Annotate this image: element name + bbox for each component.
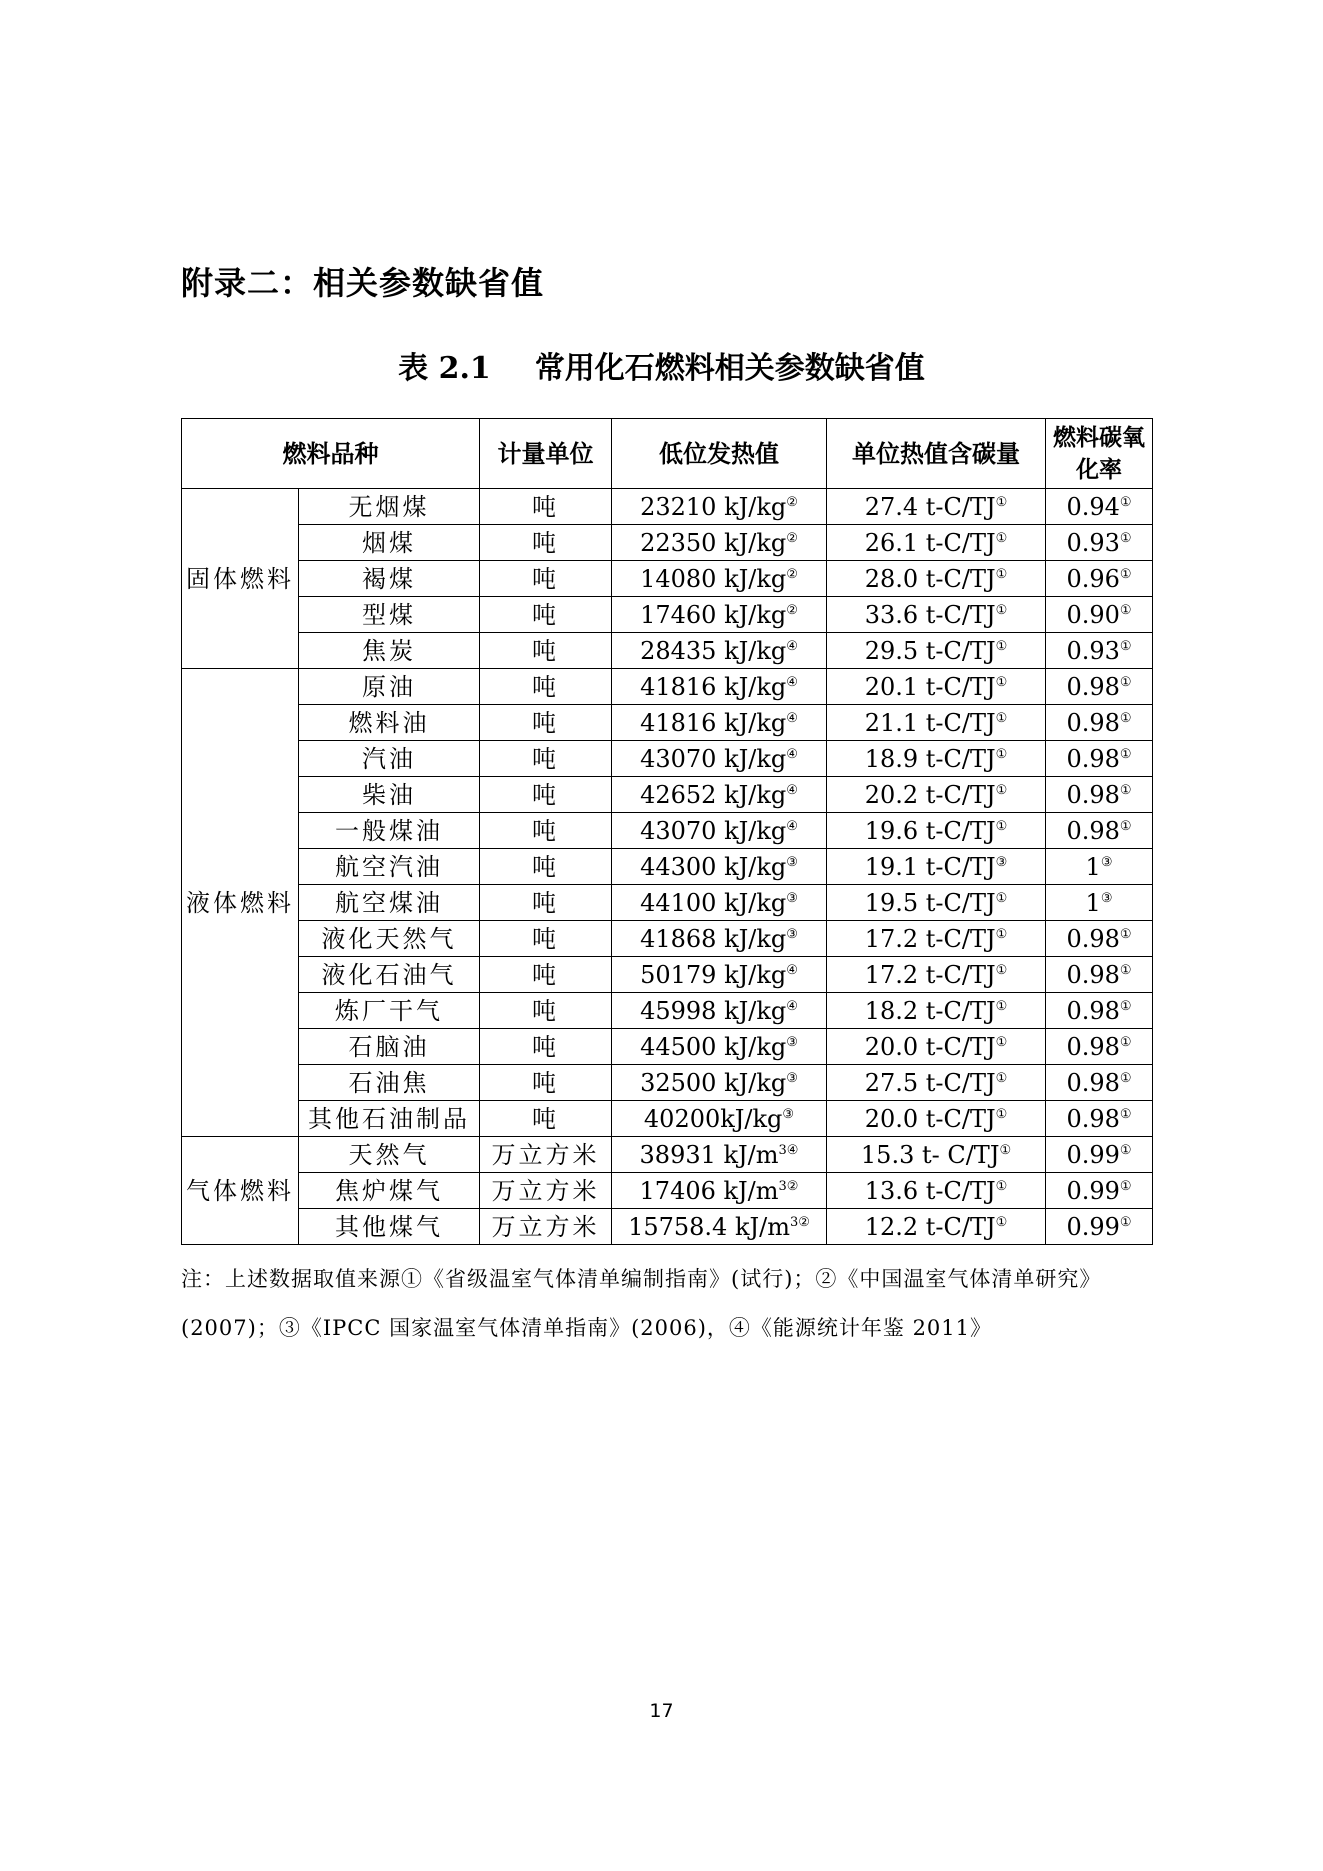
net-calorific-value-ref: ④ — [786, 674, 798, 690]
carbon-content-ref: ① — [995, 926, 1008, 942]
oxidation-rate-value: 0.96 — [1066, 564, 1120, 593]
oxidation-rate-ref: ③ — [1100, 854, 1113, 870]
measurement-unit: 吨 — [480, 1101, 612, 1137]
fuel-name: 其他煤气 — [299, 1209, 480, 1245]
net-calorific-value-value: 45998 kJ/kg — [640, 996, 787, 1025]
oxidation-rate-ref: ① — [1119, 1070, 1132, 1086]
net-calorific-value-value: 17460 kJ/kg — [640, 600, 787, 629]
net-calorific-value-value: 14080 kJ/kg — [640, 564, 787, 593]
oxidation-rate-ref: ① — [1119, 782, 1132, 798]
net-calorific-value-value: 32500 kJ/kg — [640, 1068, 787, 1097]
carbon-content-ref: ① — [995, 782, 1008, 798]
oxidation-rate-ref: ① — [1119, 1214, 1132, 1230]
net-calorific-value-value: 42652 kJ/kg — [640, 780, 787, 809]
oxidation-rate-value: 0.98 — [1066, 1032, 1120, 1061]
oxidation-rate-value: 0.98 — [1066, 924, 1120, 953]
carbon-content-value: 19.5 t-C/TJ — [864, 888, 996, 917]
net-calorific-value — [612, 1137, 827, 1173]
carbon-content-ref: ③ — [995, 854, 1008, 870]
oxidation-rate-ref: ① — [1119, 602, 1132, 618]
carbon-content-ref: ① — [999, 1142, 1012, 1158]
fuel-category: 固体燃料 — [182, 489, 299, 669]
table-row — [182, 1101, 1153, 1137]
table-row — [182, 813, 1153, 849]
measurement-unit: 吨 — [480, 993, 612, 1029]
oxidation-rate-value: 0.94 — [1066, 492, 1120, 521]
net-calorific-value-value: 43070 kJ/kg — [640, 816, 787, 845]
measurement-unit: 吨 — [480, 885, 612, 921]
net-calorific-value — [612, 669, 827, 705]
carbon-content — [827, 669, 1046, 705]
oxidation-rate-ref: ① — [1119, 926, 1132, 942]
net-calorific-value-ref: ③ — [786, 1034, 798, 1050]
net-calorific-value — [612, 957, 827, 993]
fuel-category: 气体燃料 — [182, 1137, 299, 1245]
carbon-content-value: 27.4 t-C/TJ — [864, 492, 996, 521]
net-calorific-value — [612, 525, 827, 561]
carbon-content-value: 15.3 t- C/TJ — [860, 1140, 1000, 1169]
oxidation-rate — [1046, 633, 1153, 669]
carbon-content — [827, 597, 1046, 633]
table-title: 常用化石燃料相关参数缺省值 — [534, 351, 925, 386]
measurement-unit: 吨 — [480, 633, 612, 669]
table-row — [182, 957, 1153, 993]
fuel-name: 航空汽油 — [299, 849, 480, 885]
fuel-name: 石脑油 — [299, 1029, 480, 1065]
oxidation-rate — [1046, 1065, 1153, 1101]
fuel-name: 航空煤油 — [299, 885, 480, 921]
table-row — [182, 1065, 1153, 1101]
oxidation-rate-value: 0.98 — [1066, 1104, 1120, 1133]
carbon-content-value: 20.0 t-C/TJ — [864, 1032, 996, 1061]
oxidation-rate-value: 0.98 — [1066, 1068, 1120, 1097]
fuel-name: 柴油 — [299, 777, 480, 813]
oxidation-rate — [1046, 561, 1153, 597]
net-calorific-value-value: 44100 kJ/kg — [640, 888, 787, 917]
carbon-content — [827, 921, 1046, 957]
net-calorific-value-value: 28435 kJ/kg — [640, 636, 787, 665]
net-calorific-value-ref: 3② — [789, 1214, 810, 1230]
carbon-content-ref: ① — [995, 566, 1008, 582]
oxidation-rate-ref: ① — [1119, 530, 1132, 546]
header-fuel: 燃料品种 — [182, 419, 480, 489]
net-calorific-value — [612, 885, 827, 921]
carbon-content — [827, 1137, 1046, 1173]
table-row — [182, 1209, 1153, 1245]
oxidation-rate — [1046, 993, 1153, 1029]
fuel-name: 一般煤油 — [299, 813, 480, 849]
oxidation-rate-ref: ① — [1119, 746, 1132, 762]
carbon-content-value: 28.0 t-C/TJ — [864, 564, 996, 593]
oxidation-rate-value: 0.93 — [1066, 528, 1120, 557]
oxidation-rate-ref: ③ — [1100, 890, 1113, 906]
fuel-category: 液体燃料 — [182, 669, 299, 1137]
oxidation-rate-ref: ① — [1119, 638, 1132, 654]
carbon-content-value: 33.6 t-C/TJ — [864, 600, 996, 629]
fuel-name: 焦炉煤气 — [299, 1173, 480, 1209]
carbon-content-ref: ① — [995, 998, 1008, 1014]
fuel-name: 原油 — [299, 669, 480, 705]
table-header-row — [182, 419, 1153, 489]
oxidation-rate — [1046, 1029, 1153, 1065]
oxidation-rate — [1046, 813, 1153, 849]
header-ncv: 低位发热值 — [612, 419, 827, 489]
oxidation-rate-value: 0.93 — [1066, 636, 1120, 665]
net-calorific-value-value: 23210 kJ/kg — [640, 492, 787, 521]
net-calorific-value — [612, 1029, 827, 1065]
oxidation-rate — [1046, 741, 1153, 777]
fuel-name: 液化天然气 — [299, 921, 480, 957]
net-calorific-value-ref: ④ — [786, 710, 798, 726]
net-calorific-value-ref: ④ — [786, 782, 798, 798]
appendix-heading: 附录二：相关参数缺省值 — [181, 264, 545, 302]
net-calorific-value — [612, 813, 827, 849]
fuel-name: 天然气 — [299, 1137, 480, 1173]
oxidation-rate-value: 0.98 — [1066, 672, 1120, 701]
carbon-content-value: 20.0 t-C/TJ — [864, 1104, 996, 1133]
header-oxidation-rate: 燃料碳氧化率 — [1046, 419, 1153, 489]
oxidation-rate — [1046, 1101, 1153, 1137]
oxidation-rate-value: 0.98 — [1066, 816, 1120, 845]
net-calorific-value-value: 17406 kJ/m — [639, 1176, 779, 1205]
carbon-content-value: 18.2 t-C/TJ — [864, 996, 996, 1025]
net-calorific-value-value: 44500 kJ/kg — [640, 1032, 787, 1061]
table-row — [182, 1173, 1153, 1209]
fuel-name: 其他石油制品 — [299, 1101, 480, 1137]
table-row — [182, 561, 1153, 597]
measurement-unit: 吨 — [480, 1029, 612, 1065]
measurement-unit: 吨 — [480, 741, 612, 777]
net-calorific-value-ref: ② — [786, 566, 798, 582]
fuel-name: 石油焦 — [299, 1065, 480, 1101]
carbon-content — [827, 705, 1046, 741]
net-calorific-value-ref: ② — [786, 494, 798, 510]
oxidation-rate-ref: ① — [1119, 1178, 1132, 1194]
table-row — [182, 921, 1153, 957]
oxidation-rate-ref: ① — [1119, 566, 1132, 582]
table-caption — [0, 343, 1323, 387]
fuel-name: 无烟煤 — [299, 489, 480, 525]
carbon-content — [827, 777, 1046, 813]
carbon-content-ref: ① — [995, 1214, 1008, 1230]
oxidation-rate — [1046, 1209, 1153, 1245]
fuel-name: 液化石油气 — [299, 957, 480, 993]
carbon-content-ref: ① — [995, 1070, 1008, 1086]
oxidation-rate-value: 1 — [1085, 852, 1101, 881]
measurement-unit: 吨 — [480, 489, 612, 525]
measurement-unit: 吨 — [480, 849, 612, 885]
oxidation-rate-ref: ① — [1119, 962, 1132, 978]
net-calorific-value-ref: ③ — [786, 890, 798, 906]
carbon-content — [827, 813, 1046, 849]
carbon-content — [827, 633, 1046, 669]
carbon-content-value: 20.1 t-C/TJ — [864, 672, 996, 701]
table-row — [182, 525, 1153, 561]
carbon-content — [827, 561, 1046, 597]
carbon-content — [827, 993, 1046, 1029]
carbon-content-ref: ① — [995, 638, 1008, 654]
net-calorific-value — [612, 561, 827, 597]
net-calorific-value-ref: ③ — [786, 1070, 798, 1086]
oxidation-rate — [1046, 849, 1153, 885]
table-row — [182, 705, 1153, 741]
oxidation-rate — [1046, 1137, 1153, 1173]
fuel-name: 烟煤 — [299, 525, 480, 561]
oxidation-rate-value: 0.98 — [1066, 996, 1120, 1025]
carbon-content — [827, 849, 1046, 885]
net-calorific-value — [612, 633, 827, 669]
carbon-content-ref: ① — [995, 1106, 1008, 1122]
net-calorific-value-value: 40200kJ/kg — [643, 1104, 783, 1133]
fuel-name: 炼厂干气 — [299, 993, 480, 1029]
carbon-content — [827, 525, 1046, 561]
net-calorific-value-value: 50179 kJ/kg — [640, 960, 787, 989]
source-note: 注：上述数据取值来源①《省级温室气体清单编制指南》(试行)；②《中国温室气体清单研究》(2007)；③《IPCC 国家温室气体清单指南》(2006)，④《能源统计年鉴 2011》 — [181, 1267, 1102, 1340]
carbon-content-value: 13.6 t-C/TJ — [864, 1176, 996, 1205]
oxidation-rate — [1046, 489, 1153, 525]
table-row — [182, 669, 1153, 705]
measurement-unit: 吨 — [480, 921, 612, 957]
net-calorific-value — [612, 597, 827, 633]
carbon-content — [827, 741, 1046, 777]
net-calorific-value-value: 38931 kJ/m — [639, 1140, 779, 1169]
net-calorific-value — [612, 1065, 827, 1101]
oxidation-rate-ref: ① — [1119, 998, 1132, 1014]
table-number: 表 2.1 — [398, 351, 491, 386]
table-row — [182, 993, 1153, 1029]
net-calorific-value — [612, 849, 827, 885]
net-calorific-value-ref: ③ — [786, 854, 798, 870]
carbon-content-value: 19.1 t-C/TJ — [864, 852, 996, 881]
oxidation-rate-value: 0.98 — [1066, 960, 1120, 989]
carbon-content-ref: ① — [995, 962, 1008, 978]
measurement-unit: 吨 — [480, 1065, 612, 1101]
carbon-content — [827, 1029, 1046, 1065]
carbon-content-ref: ① — [995, 530, 1008, 546]
oxidation-rate — [1046, 885, 1153, 921]
carbon-content-ref: ① — [995, 818, 1008, 834]
net-calorific-value-ref: ④ — [786, 638, 798, 654]
carbon-content — [827, 1173, 1046, 1209]
carbon-content — [827, 1209, 1046, 1245]
carbon-content — [827, 1065, 1046, 1101]
measurement-unit: 万立方米 — [480, 1173, 612, 1209]
oxidation-rate-ref: ① — [1119, 674, 1132, 690]
table-row — [182, 489, 1153, 525]
carbon-content-value: 19.6 t-C/TJ — [864, 816, 996, 845]
carbon-content-ref: ① — [995, 890, 1008, 906]
measurement-unit: 吨 — [480, 777, 612, 813]
net-calorific-value-ref: ③ — [786, 926, 798, 942]
measurement-unit: 吨 — [480, 705, 612, 741]
oxidation-rate-value: 0.98 — [1066, 780, 1120, 809]
carbon-content-ref: ① — [995, 1178, 1008, 1194]
fuel-parameters-table — [181, 418, 1153, 1245]
net-calorific-value-value: 43070 kJ/kg — [640, 744, 787, 773]
net-calorific-value-ref: ④ — [786, 746, 798, 762]
table-row — [182, 777, 1153, 813]
table-row — [182, 597, 1153, 633]
carbon-content-value: 12.2 t-C/TJ — [864, 1212, 996, 1241]
measurement-unit: 万立方米 — [480, 1137, 612, 1173]
carbon-content-value: 18.9 t-C/TJ — [864, 744, 996, 773]
measurement-unit: 吨 — [480, 957, 612, 993]
oxidation-rate-value: 0.98 — [1066, 744, 1120, 773]
fuel-name: 燃料油 — [299, 705, 480, 741]
carbon-content-value: 17.2 t-C/TJ — [864, 960, 996, 989]
carbon-content-ref: ① — [995, 746, 1008, 762]
net-calorific-value — [612, 489, 827, 525]
net-calorific-value-value: 15758.4 kJ/m — [628, 1212, 790, 1241]
net-calorific-value-ref: 3④ — [778, 1142, 799, 1158]
net-calorific-value-value: 41816 kJ/kg — [640, 672, 787, 701]
page-number: 17 — [649, 1700, 674, 1722]
fuel-name: 汽油 — [299, 741, 480, 777]
carbon-content-value: 26.1 t-C/TJ — [864, 528, 996, 557]
net-calorific-value — [612, 777, 827, 813]
carbon-content-ref: ① — [995, 710, 1008, 726]
oxidation-rate-value: 0.99 — [1066, 1176, 1120, 1205]
net-calorific-value — [612, 993, 827, 1029]
carbon-content-value: 29.5 t-C/TJ — [864, 636, 996, 665]
carbon-content-ref: ① — [995, 674, 1008, 690]
oxidation-rate-ref: ① — [1119, 710, 1132, 726]
oxidation-rate — [1046, 957, 1153, 993]
table-row — [182, 633, 1153, 669]
measurement-unit: 吨 — [480, 561, 612, 597]
carbon-content-ref: ① — [995, 494, 1008, 510]
net-calorific-value — [612, 921, 827, 957]
net-calorific-value — [612, 741, 827, 777]
net-calorific-value-value: 22350 kJ/kg — [640, 528, 787, 557]
oxidation-rate-ref: ① — [1119, 494, 1132, 510]
oxidation-rate-value: 0.99 — [1066, 1212, 1120, 1241]
net-calorific-value-ref: ② — [786, 602, 798, 618]
header-carbon-content: 单位热值含碳量 — [827, 419, 1046, 489]
measurement-unit: 吨 — [480, 597, 612, 633]
net-calorific-value-value: 41816 kJ/kg — [640, 708, 787, 737]
fuel-name: 型煤 — [299, 597, 480, 633]
carbon-content-value: 21.1 t-C/TJ — [864, 708, 996, 737]
oxidation-rate — [1046, 705, 1153, 741]
oxidation-rate-ref: ① — [1119, 1034, 1132, 1050]
measurement-unit: 吨 — [480, 669, 612, 705]
oxidation-rate-ref: ① — [1119, 818, 1132, 834]
oxidation-rate — [1046, 669, 1153, 705]
net-calorific-value — [612, 705, 827, 741]
carbon-content-value: 20.2 t-C/TJ — [864, 780, 996, 809]
table-row — [182, 741, 1153, 777]
net-calorific-value-ref: 3② — [778, 1178, 799, 1194]
table-row — [182, 1137, 1153, 1173]
carbon-content-value: 17.2 t-C/TJ — [864, 924, 996, 953]
carbon-content — [827, 1101, 1046, 1137]
oxidation-rate — [1046, 777, 1153, 813]
net-calorific-value-ref: ③ — [782, 1106, 795, 1122]
carbon-content — [827, 885, 1046, 921]
oxidation-rate-value: 0.98 — [1066, 708, 1120, 737]
oxidation-rate-ref: ① — [1119, 1106, 1132, 1122]
measurement-unit: 吨 — [480, 525, 612, 561]
oxidation-rate — [1046, 921, 1153, 957]
net-calorific-value-value: 44300 kJ/kg — [640, 852, 787, 881]
net-calorific-value — [612, 1209, 827, 1245]
oxidation-rate-value: 1 — [1085, 888, 1101, 917]
table-body — [182, 489, 1153, 1245]
oxidation-rate — [1046, 525, 1153, 561]
oxidation-rate — [1046, 1173, 1153, 1209]
net-calorific-value — [612, 1101, 827, 1137]
net-calorific-value — [612, 1173, 827, 1209]
carbon-content-ref: ① — [995, 602, 1008, 618]
carbon-content-value: 27.5 t-C/TJ — [864, 1068, 996, 1097]
table-row — [182, 1029, 1153, 1065]
table-row — [182, 885, 1153, 921]
net-calorific-value-ref: ④ — [786, 818, 798, 834]
carbon-content — [827, 489, 1046, 525]
fuel-name: 焦炭 — [299, 633, 480, 669]
oxidation-rate-ref: ① — [1119, 1142, 1132, 1158]
table-row — [182, 849, 1153, 885]
measurement-unit: 吨 — [480, 813, 612, 849]
net-calorific-value-ref: ④ — [786, 998, 798, 1014]
measurement-unit: 万立方米 — [480, 1209, 612, 1245]
oxidation-rate-value: 0.90 — [1066, 600, 1120, 629]
net-calorific-value-ref: ④ — [786, 962, 798, 978]
header-unit: 计量单位 — [480, 419, 612, 489]
net-calorific-value-value: 41868 kJ/kg — [640, 924, 787, 953]
carbon-content-ref: ① — [995, 1034, 1008, 1050]
net-calorific-value-ref: ② — [786, 530, 798, 546]
oxidation-rate-value: 0.99 — [1066, 1140, 1120, 1169]
oxidation-rate — [1046, 597, 1153, 633]
fuel-name: 褐煤 — [299, 561, 480, 597]
carbon-content — [827, 957, 1046, 993]
